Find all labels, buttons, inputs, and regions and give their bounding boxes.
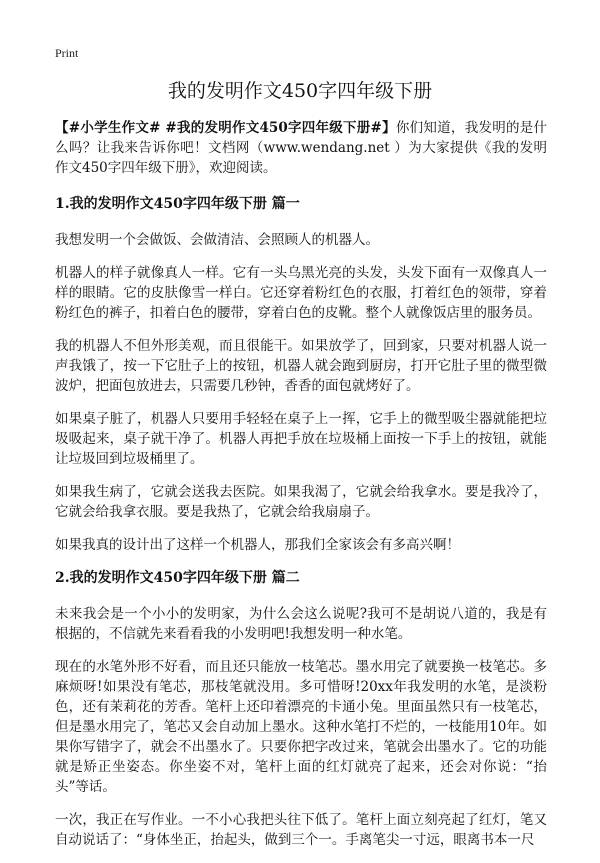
page-title: 我的发明作文450字四年级下册	[167, 80, 433, 102]
section-1-paragraph-3: 我的机器人不但外形美观，而且很能干。如果放学了，回到家，只要对机器人说一声我饿了，按一下它肚子上的按钮，机器人就会跑到厨房，打开它肚子里的微型微波炉，把面包放进去，只需要几秒钟，香香的面包就烤好了。	[55, 338, 547, 394]
section-2-paragraph-2: 现在的水笔外形不好看，而且还只能放一枝笔芯。墨水用完了就要换一枝笔芯。多麻烦呀!如果没有笔芯，那枝笔就没用。多可惜呀!20xx年我发明的水笔，是淡粉色，还有茉莉花的芳香。笔杆上还印着漂亮的卡通小兔。里面虽然只有一枝笔芯，但是墨水用完了，笔芯又会自动加上墨水。这种水笔打不烂的，一枝能用10年。如果你写错字了，就会不出墨水了。只要你把字改过来，笔就会出墨水了。它的功能就是矫正坐姿态。你坐姿不对，笔杆上面的红灯就亮了起来，还会对你说：“抬头”等话。	[55, 659, 547, 795]
section-2-paragraph-3: 一次，我正在写作业。一不小心我把头往下低了。笔杆上面立刻亮起了红灯，笔又自动说话了：“身体坐正，抬起头，做到三个一。手离笔尖一寸远，眼离书本一尺	[55, 812, 547, 848]
print-label: Print	[55, 46, 79, 60]
section-2-heading: 2.我的发明作文450字四年级下册 篇二	[55, 570, 300, 586]
section-1-paragraph-2: 机器人的样子就像真人一样。它有一头乌黑光亮的头发，头发下面有一双像真人一样的眼睛。它的皮肤像雪一样白。它还穿着粉红色的衣服，打着红色的领带，穿着粉红色的裤子，扣着白色的腰带，穿着白色的皮靴。整个人就像饭店里的服务员。	[55, 265, 547, 321]
section-1-paragraph-5: 如果我生病了，它就会送我去医院。如果我渴了，它就会给我拿水。要是我冷了，它就会给我拿衣服。要是我热了，它就会给我扇扇子。	[55, 484, 547, 520]
section-1-paragraph-4: 如果桌子脏了，机器人只要用手轻轻在桌子上一挥，它手上的微型吸尘器就能把垃圾吸起来，桌子就干净了。机器人再把手放在垃圾桶上面按一下手上的按钮，就能让垃圾回到垃圾桶里了。	[55, 411, 547, 467]
intro-tags: 【#小学生作文# #我的发明作文450字四年级下册#】	[55, 120, 396, 136]
section-1-paragraph-6: 如果我真的设计出了这样一个机器人，那我们全家该会有多高兴啊！	[55, 537, 460, 553]
section-2-paragraph-1: 未来我会是一个小小的发明家，为什么会这么说呢?我可不是胡说八道的，我是有根据的，不信就先来看看我的小发明吧!我想发明一种水笔。	[55, 606, 547, 642]
document-body	[55, 118, 547, 863]
section-1-heading: 1.我的发明作文450字四年级下册 篇一	[55, 196, 300, 212]
intro-paragraph	[55, 118, 547, 178]
section-1-paragraph-1: 我想发明一个会做饭、会做清洁、会照顾人的机器人。	[55, 232, 379, 248]
intro-text: 你们知道，我发明的是什么吗？让我来告诉你吧！文档网（www.wendang.net ）为大家提供《我的发明作文450字四年级下册》，欢迎阅读。	[55, 120, 547, 176]
